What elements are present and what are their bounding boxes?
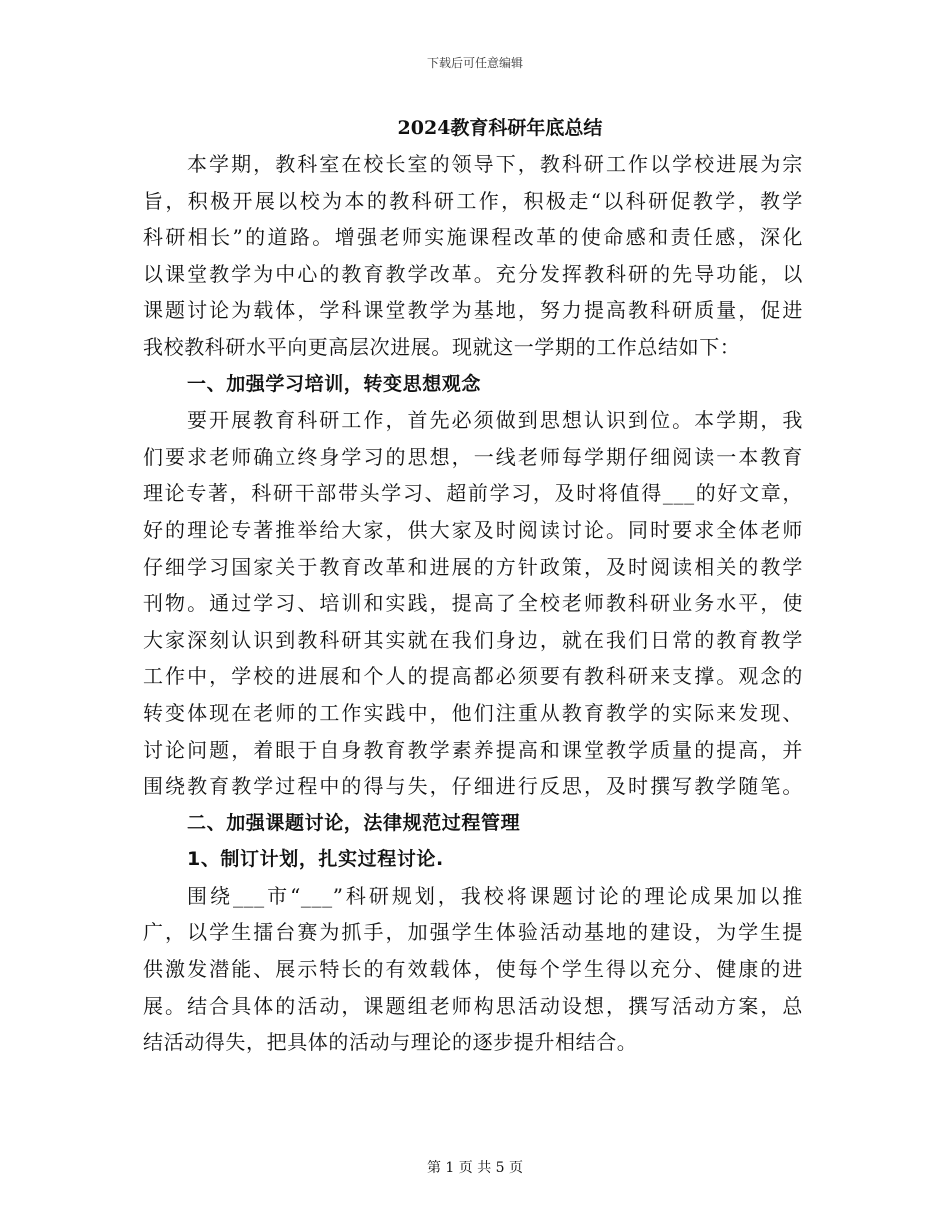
text-line: 好的理论专著推举给大家，供大家及时阅读讨论。同时要求全体老师 [143, 517, 803, 542]
text-line: 转变体现在老师的工作实践中，他们注重从教育教学的实际来发现、 [143, 700, 803, 725]
text-line: 要开展教育科研工作，首先必须做到思想认识到位。本学期，我 [187, 408, 803, 433]
page-footer: 第 1 页 共 5 页 [426, 1160, 524, 1176]
body-lines [143, 146, 803, 1061]
header-note: 下载后可任意编辑 [426, 56, 523, 70]
text-line: 围绕___市“___”科研规划，我校将课题讨论的理论成果加以推 [187, 883, 803, 908]
document-title: 2024教育科研年底总结 [397, 117, 603, 139]
text-line: 理论专著，科研干部带头学习、超前学习，及时将值得___的好文章， [143, 481, 803, 506]
text-line: 我校教科研水平向更高层次进展。现就这一学期的工作总结如下： [143, 334, 741, 359]
section-heading: 1、制订计划，扎实过程讨论. [187, 848, 444, 871]
section-heading: 一、加强学习培训，转变思想观念 [187, 372, 482, 395]
text-line: 科研相长”的道路。增强老师实施课程改革的使命感和责任感，深化 [143, 225, 803, 250]
text-line: 工作中，学校的进展和个人的提高都必须要有教科研来支撑。观念的 [143, 664, 803, 689]
text-line: 仔细学习国家关于教育改革和进展的方针政策，及时阅读相关的教学 [143, 554, 803, 579]
text-line: 旨，积极开展以校为本的教科研工作，积极走“以科研促教学，教学 [143, 188, 803, 213]
text-line: 广，以学生擂台赛为抓手，加强学生体验活动基地的建设，为学生提 [143, 920, 803, 945]
text-line: 课题讨论为载体，学科课堂教学为基地，努力提高教科研质量，促进 [143, 298, 803, 323]
text-line: 刊物。通过学习、培训和实践，提高了全校老师教科研业务水平，使 [143, 591, 803, 616]
text-line: 本学期，教科室在校长室的领导下，教科研工作以学校进展为宗 [187, 152, 803, 176]
text-line: 供激发潜能、展示特长的有效载体，使每个学生得以充分、健康的进 [143, 957, 803, 982]
text-line: 以课堂教学为中心的教育教学改革。充分发挥教科研的先导功能，以 [143, 261, 803, 286]
section-heading: 二、加强课题讨论，法律规范过程管理 [187, 811, 521, 834]
text-line: 们要求老师确立终身学习的思想，一线老师每学期仔细阅读一本教育 [143, 444, 803, 469]
document-body [143, 110, 803, 1061]
text-line: 结活动得失，把具体的活动与理论的逐步提升相结合。 [143, 1030, 638, 1055]
text-line: 展。结合具体的活动，课题组老师构思活动设想，撰写活动方案，总 [143, 993, 803, 1018]
text-line: 讨论问题，着眼于自身教育教学素养提高和课堂教学质量的提高，并 [143, 737, 803, 762]
text-line: 围绕教育教学过程中的得与失，仔细进行反思，及时撰写教学随笔。 [143, 774, 803, 799]
text-line: 大家深刻认识到教科研其实就在我们身边，就在我们日常的教育教学 [143, 627, 803, 652]
